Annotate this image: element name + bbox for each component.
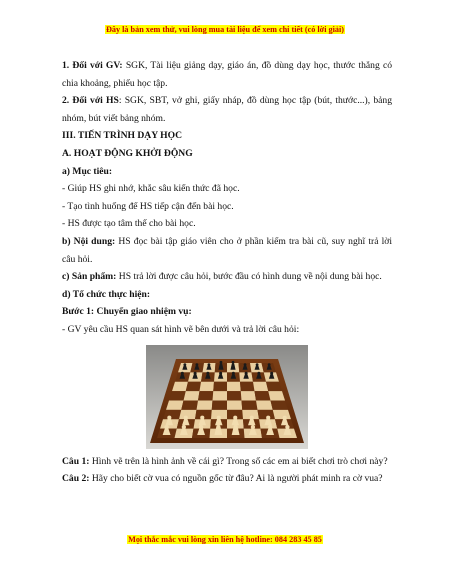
board-square	[227, 381, 241, 390]
chessboard-image	[62, 343, 392, 451]
question-2	[62, 470, 392, 488]
content-paragraph	[62, 233, 392, 268]
board-square	[253, 381, 268, 390]
board-square	[212, 400, 227, 409]
product-paragraph	[62, 268, 392, 286]
objective-title: a) Mục tiêu:	[62, 165, 113, 177]
hotline-banner-text: Mọi thắc mắc vui lòng xin liên hệ hotline: 084 283 45 85	[128, 535, 322, 544]
question-1-label: Câu 1:	[62, 455, 90, 467]
question-2-text: Hãy cho biết cờ vua có nguồn gốc từ đâu? Ai là người phát minh ra cờ vua?	[89, 473, 383, 485]
board-square	[186, 381, 201, 390]
board-square	[213, 391, 228, 400]
question-1	[62, 453, 392, 471]
board-square	[227, 400, 242, 409]
student-materials	[62, 92, 392, 127]
document-body	[62, 57, 392, 488]
activity-title: A. HOẠT ĐỘNG KHỞI ĐỘNG	[62, 147, 193, 159]
board-square	[255, 391, 271, 400]
board-square	[198, 391, 213, 400]
teacher-request: - GV yêu cầu HS quan sát hình vẽ bên dưới và trả lời câu hỏi:	[62, 323, 300, 335]
content-text: HS đọc bài tập giáo viên cho ở phần kiểm tra bài cũ, suy nghĩ trả lời câu hỏi.	[62, 235, 392, 265]
product-text: HS trả lời được câu hỏi, bước đầu có hình dung về nội dung bài học.	[116, 271, 382, 283]
teacher-materials	[62, 57, 392, 92]
board-square	[184, 391, 200, 400]
board-square	[200, 381, 215, 390]
hotline-banner	[0, 535, 450, 544]
product-label: c) Sản phẩm:	[62, 271, 117, 283]
board-square	[197, 400, 213, 409]
preview-banner-text: Đây là bản xem thử, vui lòng mua tài liệu để xem chi tiết (có lời giải)	[105, 25, 344, 34]
student-materials-text: : SGK, SBT, vở ghi, giấy nháp, đồ dùng học tập (bút, thước...), bảng nhóm, bút viết bảng nhóm.	[62, 95, 392, 124]
preview-banner	[0, 25, 450, 34]
board-square	[166, 400, 184, 409]
board-square	[242, 400, 258, 409]
objective-item: - Tạo tình huống để HS tiếp cận đến bài học.	[62, 200, 234, 212]
section-title: III. TIẾN TRÌNH DẠY HỌC	[62, 130, 183, 142]
board-square	[227, 391, 242, 400]
objective-item: - HS được tạo tâm thế cho bài học.	[62, 218, 196, 230]
student-materials-label: 2. Đối với HS	[62, 95, 119, 107]
board-square	[241, 391, 256, 400]
organize-title: d) Tổ chức thực hiện:	[62, 288, 151, 300]
board-square	[240, 381, 255, 390]
objective-item: - Giúp HS ghi nhớ, khắc sâu kiến thức đã học.	[62, 183, 240, 195]
board-square	[271, 400, 289, 409]
step1-title: Bước 1: Chuyển giao nhiệm vụ:	[62, 306, 192, 318]
chessboard-illustration	[146, 345, 308, 449]
question-2-label: Câu 2:	[62, 473, 90, 485]
teacher-materials-text: SGK, Tài liệu giảng dạy, giáo án, đồ dùng dạy học, thước thẳng có chia khoảng, phiếu học tập.	[62, 60, 393, 89]
board-square	[256, 400, 273, 409]
teacher-materials-label: 1. Đối với GV:	[62, 60, 123, 71]
question-1-text: Hình vẽ trên là hình ảnh về cái gì? Trong số các em ai biết chơi trò chơi này?	[89, 455, 388, 467]
board-square	[181, 400, 198, 409]
board-square	[273, 409, 291, 418]
content-label: b) Nội dung:	[62, 235, 116, 247]
board-square	[213, 381, 227, 390]
board-square	[163, 409, 181, 418]
